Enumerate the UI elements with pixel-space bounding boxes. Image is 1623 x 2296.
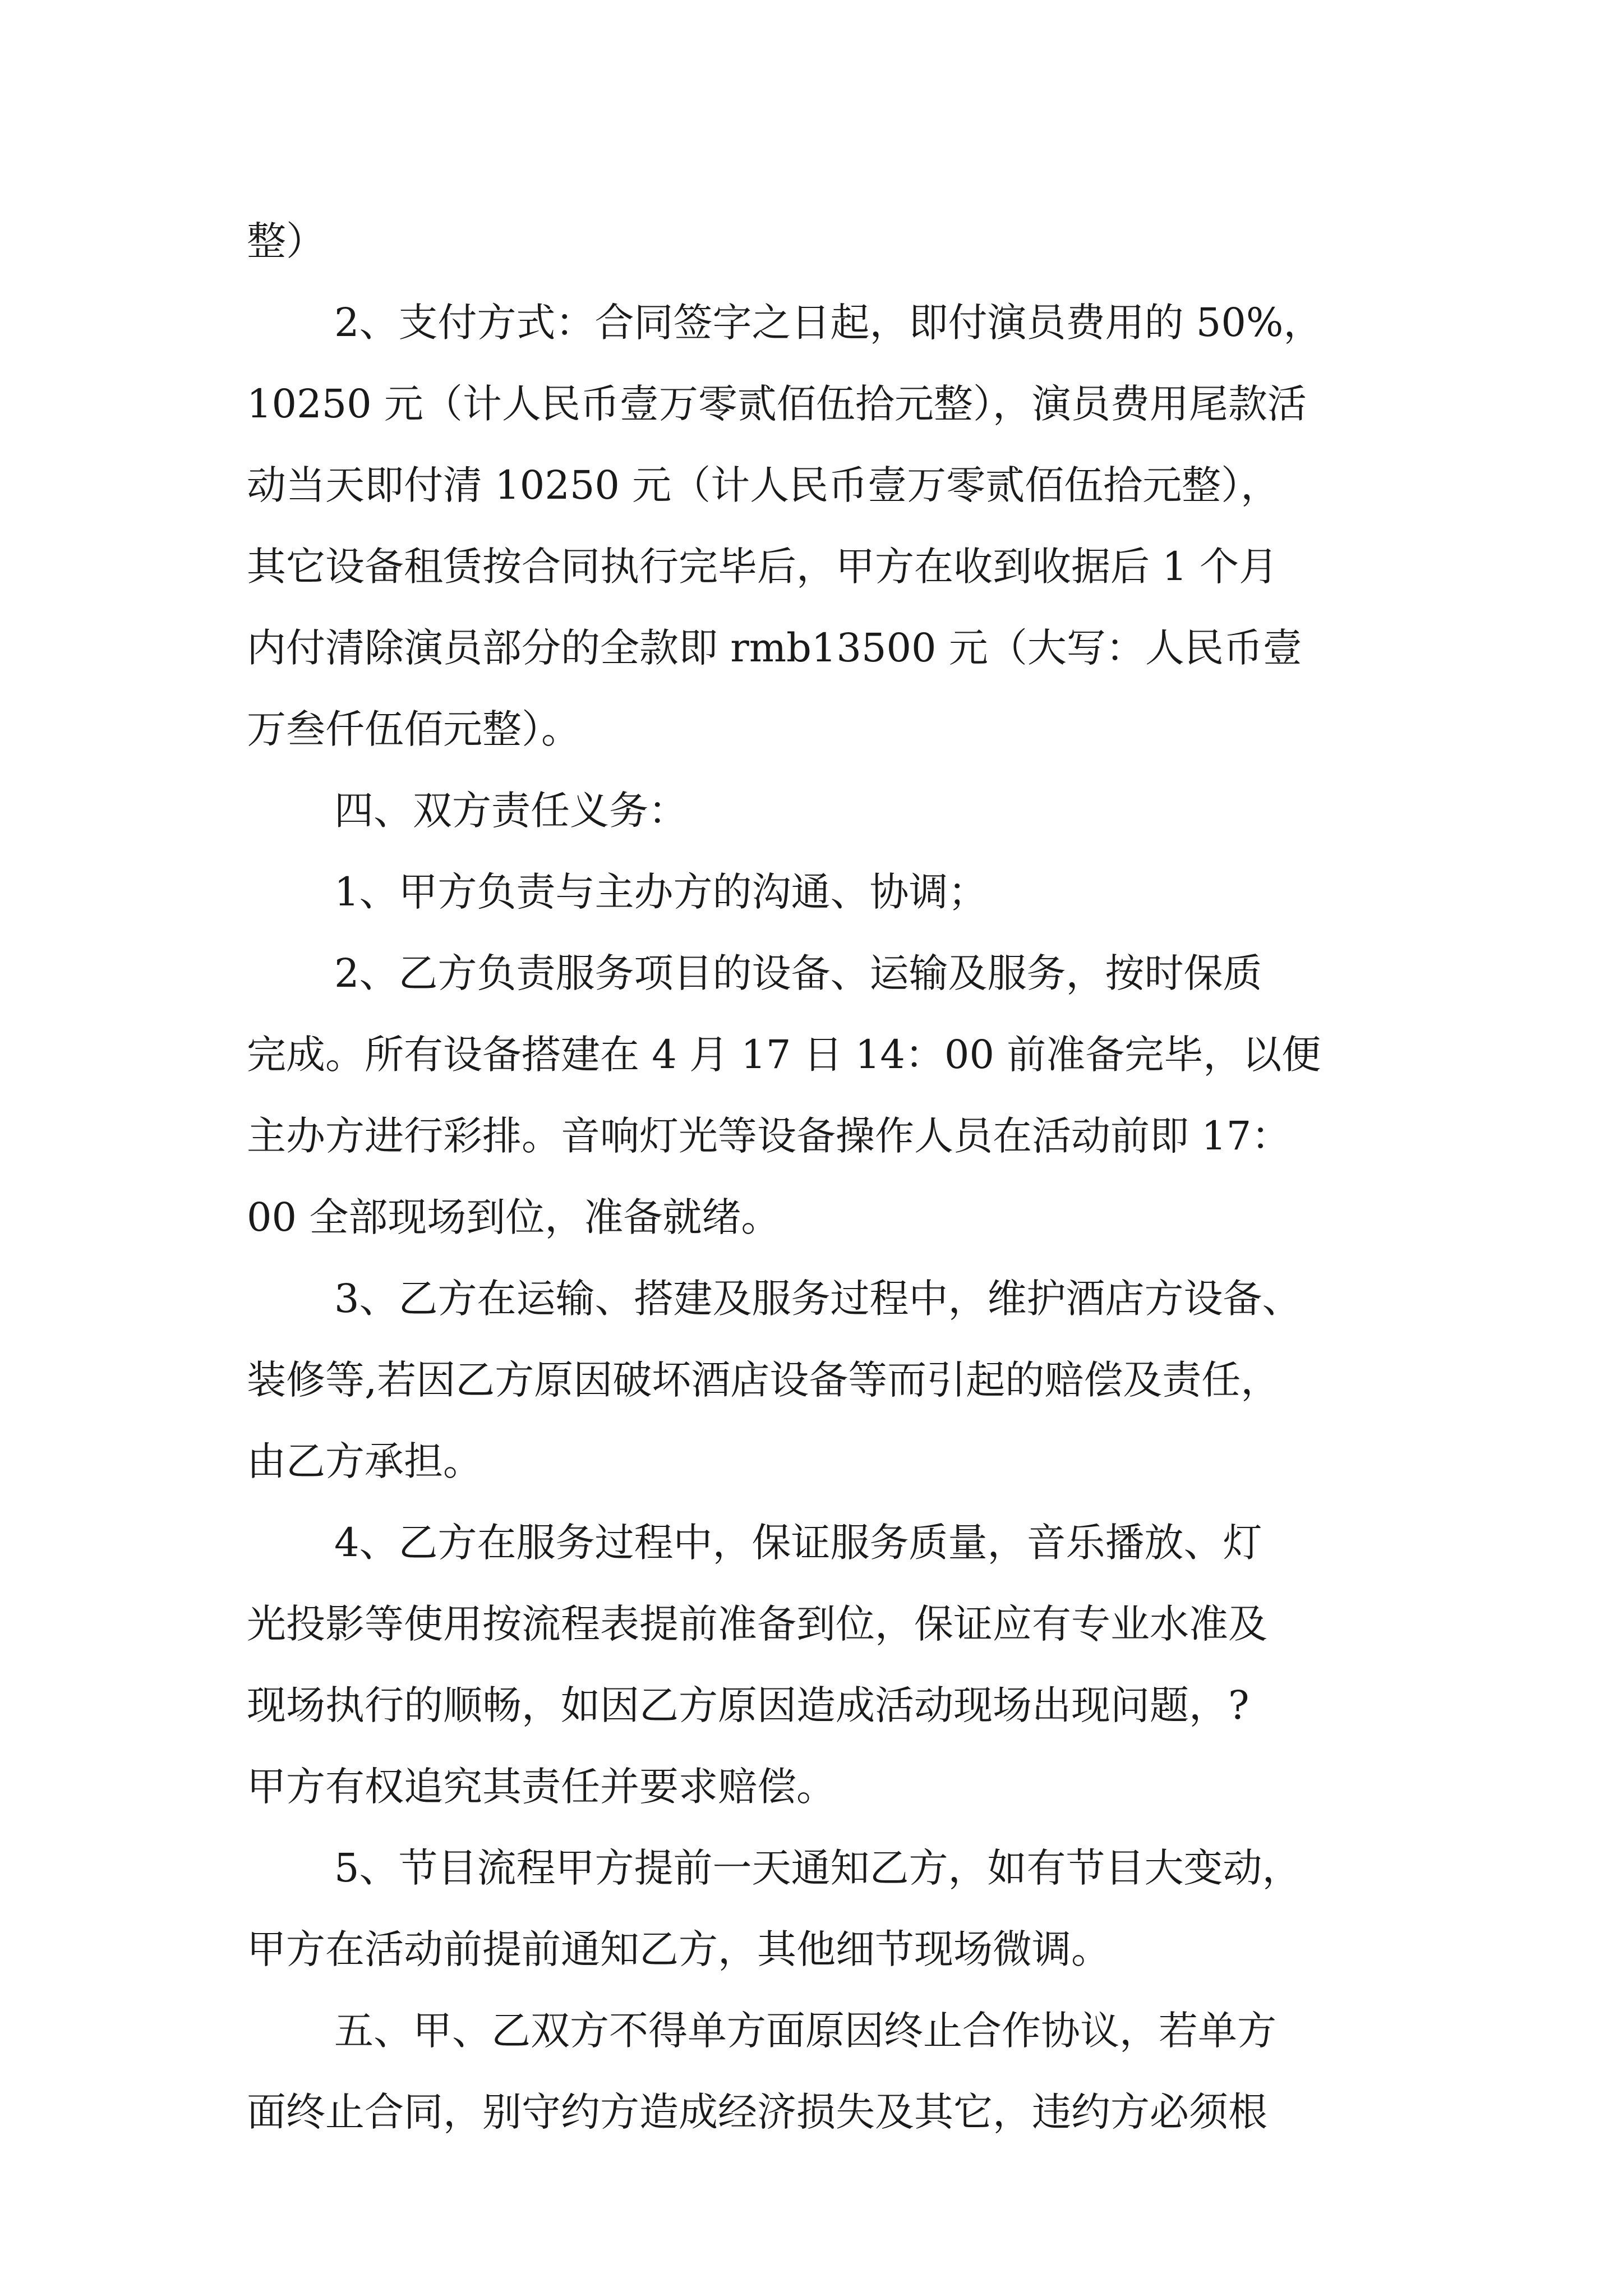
text-line: 现场执行的顺畅，如因乙方原因造成活动现场出现问题，? [247,1682,1249,1728]
text-line: 甲方有权追究其责任并要求赔偿。 [247,1764,836,1810]
text-line: 3、乙方在运输、搭建及服务过程中，维护酒店方设备、 [334,1276,1302,1322]
text-line: 10250 元（计人民币壹万零贰佰伍拾元整），演员费用尾款活 [247,381,1307,427]
text-line: 整） [247,218,325,264]
text-line: 1、甲方负责与主办方的沟通、协调； [334,869,988,915]
text-line: 00 全部现场到位，准备就绪。 [247,1194,781,1240]
text-line: 主办方进行彩排。音响灯光等设备操作人员在活动前即 17： [247,1113,1291,1159]
text-line: 其它设备租赁按合同执行完毕后，甲方在收到收据后 1 个月 [247,544,1279,590]
text-line: 内付清除演员部分的全款即 rmb13500 元（大写：人民币壹 [247,625,1302,671]
text-line: 2、乙方负责服务项目的设备、运输及服务，按时保质 [334,950,1262,996]
section-heading: 四、双方责任义务： [334,788,688,834]
section-heading: 五、甲、乙双方不得单方面原因终止合作协议，若单方 [334,2008,1276,2054]
text-line: 完成。所有设备搭建在 4 月 17 日 14：00 前准备完毕，以便 [247,1032,1321,1078]
text-line: 由乙方承担。 [247,1438,482,1484]
text-line: 2、支付方式：合同签字之日起，即付演员费用的 50%， [334,300,1323,346]
text-line: 光投影等使用按流程表提前准备到位，保证应有专业水准及 [247,1601,1267,1647]
text-line: 面终止合同，别守约方造成经济损失及其它，违约方必须根 [247,2089,1267,2135]
text-line: 万叁仟伍佰元整）。 [247,706,580,752]
text-line: 装修等,若因乙方原因破坏酒店设备等而引起的赔偿及责任， [247,1357,1280,1403]
text-line: 4、乙方在服务过程中，保证服务质量，音乐播放、灯 [334,1520,1262,1566]
text-line: 5、节目流程甲方提前一天通知乙方，如有节目大变动， [334,1845,1302,1891]
text-line: 甲方在活动前提前通知乙方，其他细节现场微调。 [247,1926,1110,1972]
text-line: 动当天即付清 10250 元（计人民币壹万零贰佰伍拾元整）， [247,462,1280,508]
